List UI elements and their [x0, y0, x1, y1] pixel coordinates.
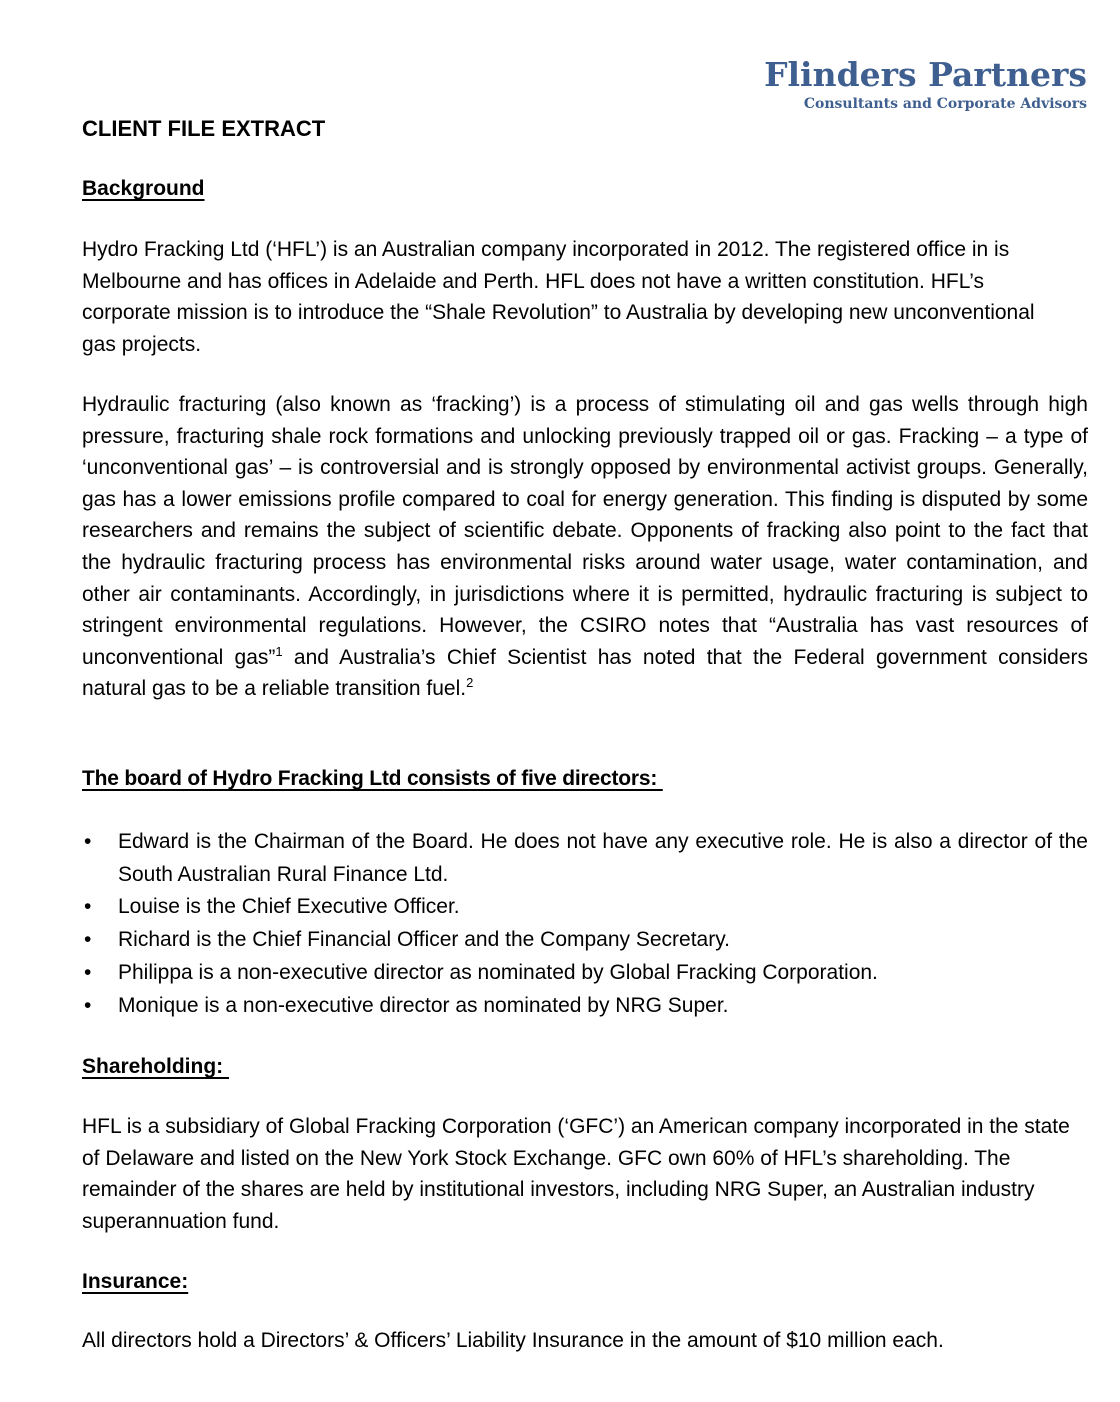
footnote-ref-1[interactable]: 1 — [275, 643, 283, 659]
logo-subtitle: Consultants and Corporate Advisors — [803, 96, 1087, 112]
bullet-icon: • — [84, 960, 92, 984]
logo-title: Flinders Partners — [764, 55, 1087, 94]
shareholding-heading: Shareholding: — [82, 1055, 229, 1078]
insurance-paragraph: All directors hold a Directors’ & Officers’ Liability Insurance in the amount of $10 million each. — [82, 1329, 944, 1352]
director-text: Monique is a non-executive director as nominated by NRG Super. — [118, 993, 729, 1017]
director-text: Philippa is a non-executive director as nominated by Global Fracking Corporation. — [118, 960, 878, 984]
bullet-icon: • — [84, 895, 92, 919]
document-title: CLIENT FILE EXTRACT — [82, 116, 326, 141]
director-text: Edward is the Chairman of the Board. He does not have any executive role. He is also a director of the South Australian Rural Finance Ltd. — [118, 830, 1088, 886]
background-paragraph-1: Hydro Fracking Ltd (‘HFL’) is an Australian company incorporated in 2012. The registered office in is Melbourne and has offices in Adelaide and Perth. HFL does not have a written constitution. HFL’s corporate mission is to introduce the “Shale Revolution” to Australia by developing new unconventional gas projects. — [82, 238, 1035, 356]
board-heading: The board of Hydro Fracking Ltd consists of five directors: — [82, 767, 663, 790]
bullet-icon: • — [84, 830, 92, 853]
list-item-director — [82, 826, 1088, 891]
company-logo — [764, 56, 1087, 112]
shareholding-paragraph: HFL is a subsidiary of Global Fracking Corporation (‘GFC’) an American company incorporated in the state of Delaware and listed on the New York Stock Exchange. GFC own 60% of HFL’s shareholding. The remainder of the shares are held by institutional investors, including NRG Super, an Australian industry superannuation fund. — [82, 1115, 1070, 1233]
director-text: Louise is the Chief Executive Officer. — [118, 895, 460, 919]
list-item-director — [82, 990, 1088, 1023]
background-paragraph-2 — [82, 389, 1088, 705]
background-paragraph-2-text-continued: and Australia’s Chief Scientist has noted that the Federal government considers natural gas to be a reliable transition fuel. — [82, 645, 1088, 701]
list-item-director — [82, 924, 1088, 957]
bullet-icon: • — [84, 993, 92, 1017]
list-item-director — [82, 957, 1088, 990]
bullet-icon: • — [84, 928, 92, 952]
background-heading: Background — [82, 177, 205, 200]
background-paragraph-2-text: Hydraulic fracturing (also known as ‘fracking’) is a process of stimulating oil and gas wells through high pressure, fracturing shale rock formations and unlocking previously trapped oil or gas. Fracking – a type of ‘unconventional gas’ – is controversial and is strongly opposed by environmental activist groups. Generally, gas has a lower emissions profile compared to coal for energy generation. This finding is disputed by some researchers and remains the subject of scientific debate. Opponents of fracking also point to the fact that the hydraulic fracturing process has environmental risks around water usage, water contamination, and other air contaminants. Accordingly, in jurisdictions where it is permitted, hydraulic fracturing is subject to stringent environmental regulations. However, the CSIRO notes that “Australia has vast resources of unconventional gas” — [82, 393, 1088, 669]
directors-list — [82, 826, 1088, 1022]
insurance-heading: Insurance: — [82, 1270, 189, 1293]
director-text: Richard is the Chief Financial Officer and the Company Secretary. — [118, 928, 731, 952]
footnote-ref-2[interactable]: 2 — [466, 675, 474, 691]
list-item-director — [82, 891, 1088, 924]
